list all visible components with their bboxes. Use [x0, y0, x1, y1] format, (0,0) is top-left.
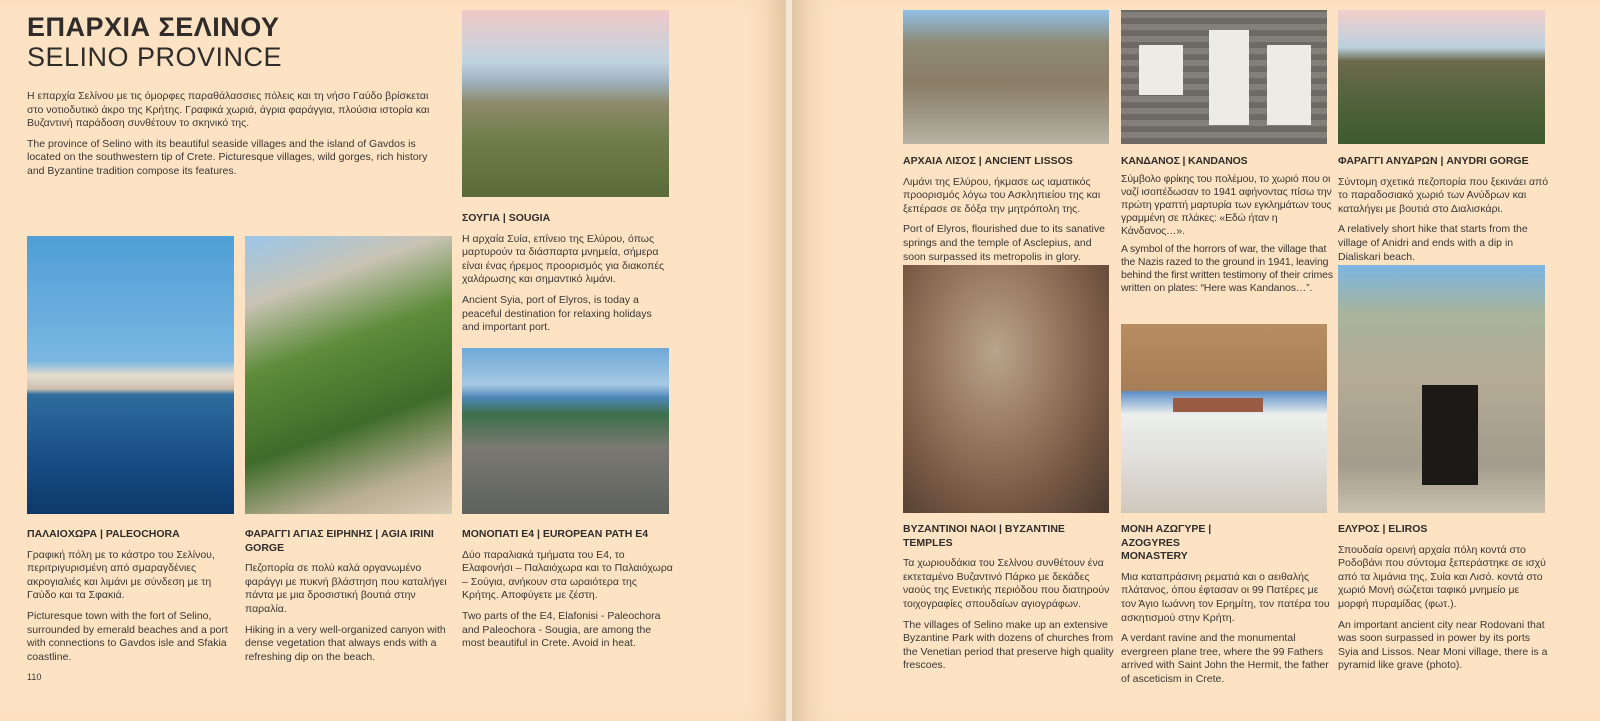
section-ancient-lissos — [903, 155, 1115, 271]
section-text-greek: Σύμβολο φρίκης του πολέμου, το χωριό που οι ναζί ισοπέδωσαν το 1941 αφήνοντας πίσω την πρώτη γραπτή μαρτυρία των εγκλημάτων τους γραμμένη σε πλάκες: «Εδώ ήταν η Κάνδανος…». — [1121, 173, 1332, 237]
page-number: 110 — [27, 672, 42, 682]
memorial-plaque — [1139, 45, 1183, 95]
photo-kandanos — [1121, 10, 1327, 144]
memorial-plaque — [1267, 45, 1311, 125]
photo-anydri-gorge — [1338, 10, 1545, 144]
section-text-english: Port of Elyros, flourished due to its sanative springs and the temple of Asclepius, and soon surpassed its metropolis in glory. — [903, 223, 1105, 263]
section-text-greek: Πεζοπορία σε πολύ καλά οργανωμένο φαράγγι με πυκνή βλάστηση που καταλήγει πάντα με μια δροσιστική βουτιά στην παραλία. — [245, 562, 447, 615]
section-heading: ΣΟΥΓΙΑ | SOUGIA — [462, 212, 551, 224]
section-text-greek: Σπουδαία ορεινή αρχαία πόλη κοντά στο Ροδοβάνι που σύντομα ξεπεράστηκε σε ισχύ από τα λιμάνια της, Συία και Λισό. κοντά στο χωριό Μονή σώζεται ταφικό μνημείο με μορφή πυραμίδας (φωτ.). — [1338, 543, 1546, 610]
section-text-greek: Λιμάνι της Ελύρου, ήκμασε ως ιαματικός προορισμός λόγω του Ασκληπιείου της και ξεπέρασε σε δόξα την μητρόπολη της. — [903, 175, 1101, 215]
section-eliros — [1338, 523, 1552, 680]
left-page — [0, 0, 786, 721]
section-text-english: Two parts of the E4, Elafonisi - Paleochora and Paleochora - Sougia, are among the most beautiful in Crete. Avoid in heat. — [462, 609, 661, 650]
photo-paleochora — [27, 236, 234, 514]
section-text-english: Picturesque town with the fort of Selino, surrounded by emerald beaches and a port with connections to Gavdos isle and Sfakia coastline. — [27, 609, 228, 663]
title-english: SELINO PROVINCE — [27, 42, 283, 72]
section-text-english: Hiking in a very well-organized canyon with dense vegetation that always ends with a refreshing dip on the beach. — [245, 623, 446, 663]
section-agia-irini-gorge — [245, 528, 455, 671]
section-heading: ΜΟΝΟΠΑΤΙ Ε4 | EUROPEAN PATH E4 — [462, 528, 649, 540]
section-european-path-e4 — [462, 528, 674, 658]
section-heading: ΦΑΡΑΓΓΙ ΑΓΙΑΣ ΕΙΡΗΝΗΣ | AGIA IRINI GORGE — [245, 528, 434, 554]
photo-sougia — [462, 10, 669, 197]
section-heading: ΚΑΝΔΑΝΟΣ | KANDANOS — [1121, 155, 1248, 167]
section-sougia — [462, 212, 672, 342]
title-greek: ΕΠΑΡΧΙΑ ΣΕΛΙΝΟΥ — [27, 12, 280, 42]
photo-ancient-lissos — [903, 10, 1109, 144]
right-page — [792, 0, 1600, 721]
monastery-roof — [1173, 398, 1263, 412]
section-text-english: The villages of Selino make up an extensive Byzantine Park with dozens of churches from the Venetian period that preserve high quality frescoes. — [903, 618, 1114, 672]
section-text-greek: Μια καταπράσινη ρεματιά και ο αειθαλής πλάτανος, όπου έφτασαν οι 99 Πατέρες με τον Άγιο Ιωάννη τον Ερημίτη, τον πατέρα του ασκητισμού στην Κρήτη. — [1121, 570, 1330, 624]
section-heading: ΠΑΛΑΙΟΧΩΡΑ | PALEOCHORA — [27, 528, 180, 540]
section-text-english: A relatively short hike that starts from the village of Anidri and ends with a dip in Dialiskari beach. — [1338, 223, 1528, 263]
section-text-english: An important ancient city near Rodovani that was soon surpassed in power by its ports Syia and Lissos. Near Moni village, there is a pyramid like grave (photo). — [1338, 618, 1548, 672]
section-text-greek: Γραφική πόλη με το κάστρο του Σελίνου, περιτριγυρισμένη από σμαραγδένιες ακρογιαλιές και λιμάνι με σύνδεση με τη Γαύδο και τα Σφακιά. — [27, 548, 215, 602]
memorial-plaque — [1209, 30, 1249, 125]
intro-greek: Η επαρχία Σελίνου με τις όμορφες παραθάλασσιες πόλεις και τη νήσο Γαύδο βρίσκεται στο νοτιοδυτικό άκρο της Κρήτης. Γραφικά χωριά, άγρια φαράγγια, πλούσια ιστορία και Βυζαντινή παράδοση συνθέτουν το σκηνικό της. — [27, 90, 430, 130]
intro-english: The province of Selino with its beautiful seaside villages and the island of Gavdos is located on the southwestern tip of Crete. Picturesque villages, wild gorges, rich history and Byzantine tradition compose its features. — [27, 137, 428, 177]
section-text-greek: Σύντομη σχετικά πεζοπορία που ξεκινάει από το παραδοσιακό χωριό των Ανύδρων και καταλήγει με βουτιά στο Διαλισκάρι. — [1338, 175, 1549, 215]
photo-byzantine-temples — [903, 265, 1109, 513]
section-text-greek: Η αρχαία Συία, επίνειο της Ελύρου, όπως μαρτυρούν τα διάσπαρτα μνημεία, σήμερα είναι ένας ήρεμος προορισμός για διακοπές χαλάρωσης και σημαντικό λιμάνι. — [462, 232, 665, 286]
grave-entrance — [1422, 385, 1478, 485]
section-heading: ΕΛΥΡΟΣ | ELIROS — [1338, 523, 1428, 535]
section-text-greek: Τα χωριουδάκια του Σελίνου συνθέτουν ένα εκτεταμένο Βυζαντινό Πάρκο με δεκάδες ναούς της Ενετικής περιόδου που διατηρούν τοιχογραφίες σπουδαίων αγιογράφων. — [903, 557, 1110, 610]
section-azogyres-monastery — [1121, 523, 1333, 694]
photo-eliros — [1338, 265, 1545, 513]
section-text-greek: Δύο παραλιακά τμήματα του Ε4, το Ελαφονήσι – Παλαιόχωρα και το Παλαιόχωρα – Σούγια, ανήκουν στα ωραιότερα της Κρήτης. Αποφύγετε με ζέστη. — [462, 548, 673, 602]
section-text-english: A verdant ravine and the monumental evergreen plane tree, where the 99 Fathers arrived with Saint John the Hermit, the father of asceticism in Crete. — [1121, 632, 1329, 685]
section-heading: ΦΑΡΑΓΓΙ ΑΝΥΔΡΩΝ | ANYDRI GORGE — [1338, 155, 1529, 167]
section-anydri-gorge — [1338, 155, 1550, 271]
section-text-english: Ancient Syia, port of Elyros, is today a peaceful destination for relaxing holidays and important port. — [462, 293, 652, 334]
photo-european-path-e4 — [462, 348, 669, 514]
section-heading: ΒΥΖΑΝΤΙΝΟΙ ΝΑΟΙ | BYZANTINE TEMPLES — [903, 523, 1065, 549]
page-title — [27, 12, 282, 72]
section-kandanos — [1121, 155, 1335, 300]
photo-azogyres-monastery — [1121, 324, 1327, 513]
section-byzantine-temples — [903, 523, 1117, 680]
section-heading: ΜΟΝΗ ΑΖΩΓΥΡΕ | AZOGYRES MONASTERY — [1121, 523, 1212, 563]
section-text-english: A symbol of the horrors of war, the village that the Nazis razed to the ground in 1941, leaving behind the first written testimony of their crimes written on plates: “Here was Kandanos…”. — [1121, 243, 1333, 294]
section-heading: ΑΡΧΑΙΑ ΛΙΣΟΣ | ANCIENT LISSOS — [903, 155, 1073, 167]
photo-agia-irini-gorge — [245, 236, 452, 514]
intro — [27, 90, 447, 186]
section-paleochora — [27, 528, 237, 671]
